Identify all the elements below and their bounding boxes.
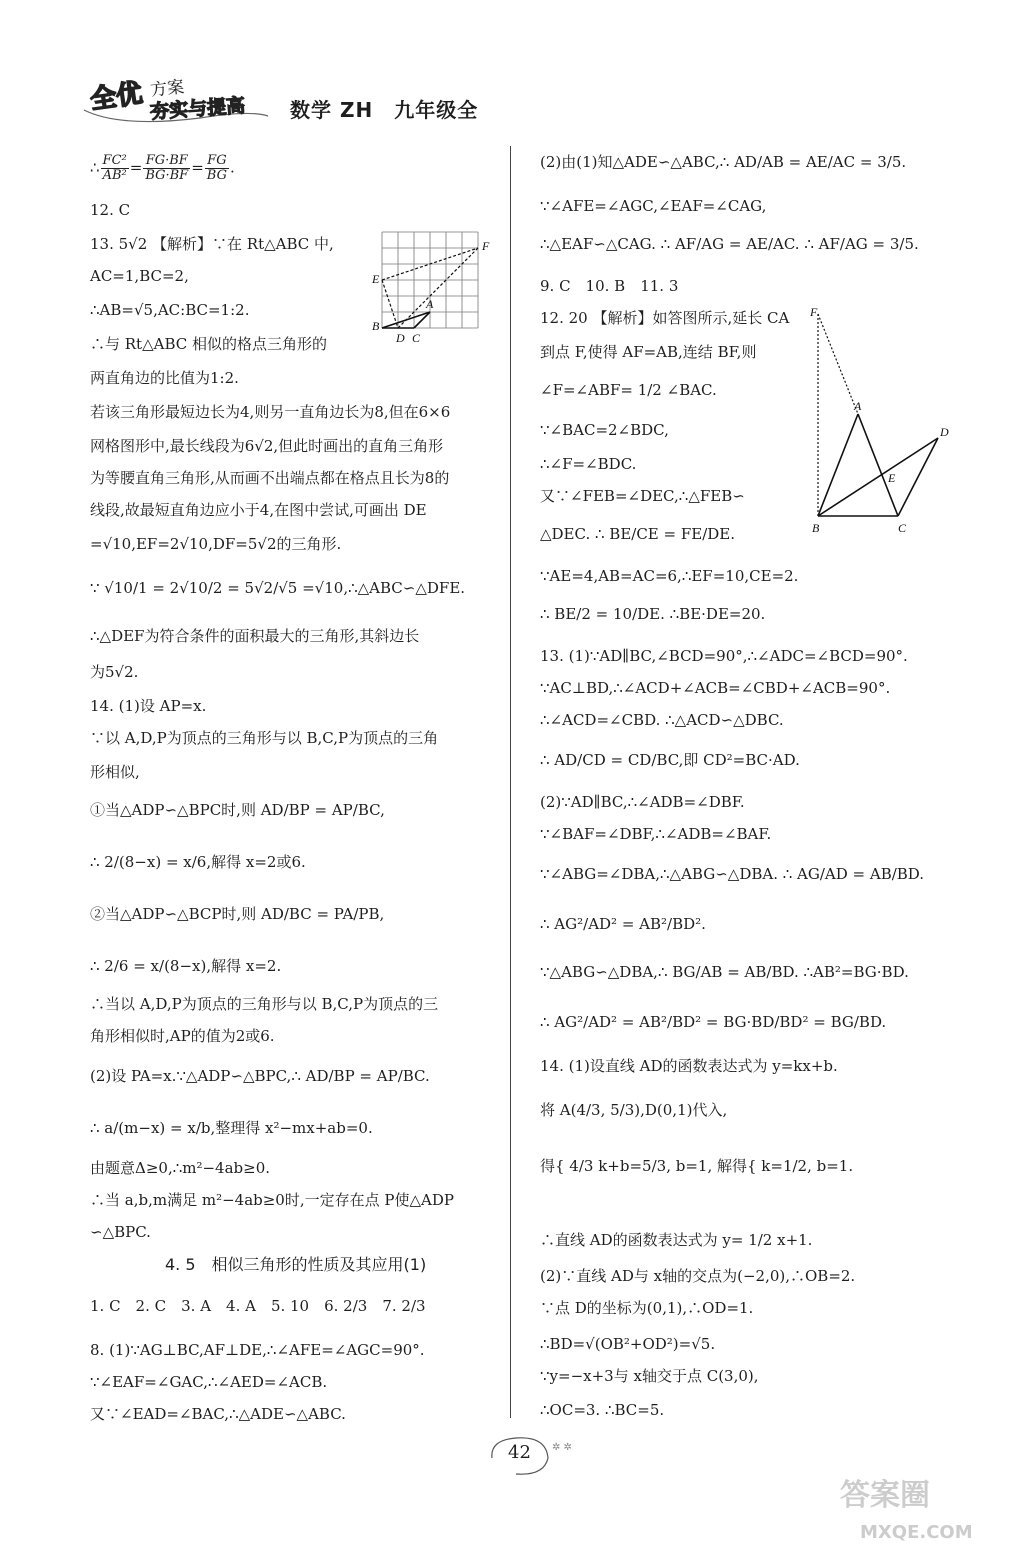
text-line: 又∵∠EAD=∠BAC,∴△ADE∽△ABC.	[90, 1405, 346, 1423]
text-line: ∴∠ACD=∠CBD. ∴△ACD∽△DBC.	[540, 711, 784, 729]
text-line: ∴与 Rt△ABC 相似的格点三角形的	[90, 335, 328, 353]
text-line: AC=1,BC=2,	[90, 267, 189, 285]
text-line: ①当△ADP∽△BPC时,则 AD/BP = AP/BC,	[90, 801, 385, 819]
column-divider	[510, 146, 511, 1418]
text-line: ∴△DEF为符合条件的面积最大的三角形,其斜边长	[90, 627, 420, 645]
triangle-figure	[800, 306, 960, 542]
text-line: 又∵∠FEB=∠DEC,∴△FEB∽	[540, 487, 745, 505]
text-line: ②当△ADP∽△BCP时,则 AD/BC = PA/PB,	[90, 905, 385, 923]
text-line: ∴OC=3. ∴BC=5.	[540, 1401, 665, 1419]
text-line: ∴ AG²/AD² = AB²/BD².	[540, 915, 706, 933]
text-line: ∴ 2/(8−x) = x/6,解得 x=2或6.	[90, 853, 306, 871]
text-line: =√10,EF=2√10,DF=5√2的三角形.	[90, 535, 342, 553]
point-label: D	[396, 331, 405, 344]
text-line: ∵∠AFE=∠AGC,∠EAF=∠CAG,	[540, 197, 767, 215]
text-line: ∵AC⊥BD,∴∠ACD+∠ACB=∠CBD+∠ACB=90°.	[540, 679, 891, 697]
text-line: ∵以 A,D,P为顶点的三角形与以 B,C,P为顶点的三角	[90, 729, 439, 747]
text-line: 将 A(4/3, 5/3),D(0,1)代入,	[540, 1101, 728, 1119]
text-line: (2)由(1)知△ADE∽△ABC,∴ AD/AB = AE/AC = 3/5.	[540, 153, 907, 171]
point-label: A	[854, 399, 862, 413]
answer-line: 1. C 2. C 3. A 4. A 5. 10 6. 2/3 7. 2/3	[90, 1297, 426, 1315]
text-line: 网格图形中,最长线段为6√2,但此时画出的直角三角形	[90, 437, 444, 455]
text-line: △DEC. ∴ BE/CE = FE/DE.	[540, 525, 736, 543]
text-line: ∵△ABG∽△DBA,∴ BG/AB = AB/BD. ∴AB²=BG·BD.	[540, 963, 909, 981]
fraction: $\frac{FG}{BG}$	[206, 153, 227, 183]
subject-title: 数学 ZH 九年级全	[290, 98, 479, 122]
point-label: E	[888, 471, 896, 485]
point-label: C	[412, 331, 421, 344]
text-line: 角形相似时,AP的值为2或6.	[90, 1027, 275, 1045]
point-label: F	[482, 239, 490, 253]
text-line: ∴∠F=∠BDC.	[540, 455, 637, 473]
text-line: ∴△EAF∽△CAG. ∴ AF/AG = AE/AC. ∴ AF/AG = 3/5.	[540, 235, 919, 253]
text-line: ∴当以 A,D,P为顶点的三角形与以 B,C,P为顶点的三	[90, 995, 439, 1013]
logo-bottom-text: 夯实与提高	[149, 94, 246, 124]
text-line: 为5√2.	[90, 663, 139, 681]
point-label: F	[810, 306, 818, 319]
text-line: 14. (1)设 AP=x.	[90, 697, 207, 715]
text-line: ∵点 D的坐标为(0,1),∴OD=1.	[540, 1299, 754, 1317]
text-line: ∴AB=√5,AC:BC=1:2.	[90, 301, 250, 319]
text-line: ∴当 a,b,m满足 m²−4ab≥0时,一定存在点 P使△ADP	[90, 1191, 454, 1209]
text-line: ∴ AD/CD = CD/BC,即 CD²=BC·AD.	[540, 751, 800, 769]
text-line: 线段,故最短直角边应小于4,在图中尝试,可画出 DE	[90, 501, 427, 519]
text-line: ∴ 2/6 = x/(8−x),解得 x=2.	[90, 957, 282, 975]
point-label: B	[812, 521, 820, 535]
page-number: ✲ ✲ 42	[486, 1432, 576, 1482]
logo-main-text: 全优	[88, 78, 145, 116]
text-line: ∵∠BAC=2∠BDC,	[540, 421, 669, 439]
text-line: 12. 20 【解析】如答图所示,延长 CA	[540, 309, 790, 327]
text-line: 为等腰直角三角形,从而画不出端点都在格点且长为8的	[90, 469, 450, 487]
text-line: 两直角边的比值为1:2.	[90, 369, 239, 387]
series-logo	[80, 70, 270, 128]
fraction: $\frac{\text{FC²}}{\text{AB²}}$	[102, 153, 127, 183]
answer-line: 9. C 10. B 11. 3	[540, 277, 679, 295]
text-line: 得{ 4/3 k+b=5/3, b=1, 解得{ k=1/2, b=1.	[540, 1157, 854, 1175]
text-line: (2)∵直线 AD与 x轴的交点为(−2,0),∴OB=2.	[540, 1267, 856, 1285]
text-line: ∴ AG²/AD² = AB²/BD² = BG·BD/BD² = BG/BD.	[540, 1013, 887, 1031]
watermark: 答案圈	[840, 1478, 930, 1513]
text-line: 14. (1)设直线 AD的函数表达式为 y=kx+b.	[540, 1057, 838, 1075]
text-line: ∵ √10/1 = 2√10/2 = 5√2/√5 =√10,∴△ABC∽△DFE.	[90, 579, 466, 597]
text-line: 8. (1)∵AG⊥BC,AF⊥DE,∴∠AFE=∠AGC=90°.	[90, 1341, 425, 1359]
svg-text:✲ ✲: ✲ ✲	[552, 1442, 572, 1453]
text-line: 13. (1)∵AD∥BC,∠BCD=90°,∴∠ADC=∠BCD=90°.	[540, 647, 908, 665]
text-line: ∽△BPC.	[90, 1223, 151, 1241]
text-line: ∠F=∠ABF= 1/2 ∠BAC.	[540, 381, 717, 399]
text-line: ∵∠EAF=∠GAC,∴∠AED=∠ACB.	[90, 1373, 328, 1391]
text-line: 13. 5√2 【解析】∵在 Rt△ABC 中,	[90, 235, 334, 253]
text-line: ∴直线 AD的函数表达式为 y= 1/2 x+1.	[540, 1231, 813, 1249]
text-line: 若该三角形最短边长为4,则另一直角边长为8,但在6×6	[90, 403, 451, 421]
text-line: ∴BD=√(OB²+OD²)=√5.	[540, 1335, 716, 1353]
text-line: ∴ BE/2 = 10/DE. ∴BE·DE=20.	[540, 605, 766, 623]
watermark-url: MXQE.COM	[860, 1522, 973, 1543]
point-label: E	[372, 272, 380, 286]
text-line: ∵∠ABG=∠DBA,∴△ABG∽△DBA. ∴ AG/AD = AB/BD.	[540, 865, 925, 883]
text-line: (2)设 PA=x.∵△ADP∽△BPC,∴ AD/BP = AP/BC.	[90, 1067, 430, 1085]
point-label: A	[426, 297, 434, 311]
grid-figure	[370, 228, 500, 344]
text-line: (2)∵AD∥BC,∴∠ADB=∠DBF.	[540, 793, 745, 811]
answer-line: 12. C	[90, 201, 131, 219]
text-line: 到点 F,使得 AF=AB,连结 BF,则	[540, 343, 757, 361]
fraction: $\frac{FG\cdot BF}{BG\cdot BF}$	[145, 153, 189, 183]
text-line: ∵AE=4,AB=AC=6,∴EF=10,CE=2.	[540, 567, 799, 585]
text-line: ∵y=−x+3与 x轴交于点 C(3,0),	[540, 1367, 759, 1385]
logo-top-text: 方案	[149, 77, 186, 101]
point-label: C	[898, 521, 907, 535]
page-header	[80, 70, 680, 130]
point-label: D	[940, 425, 949, 439]
text-line: 形相似,	[90, 763, 140, 781]
text-line: 由题意Δ≥0,∴m²−4ab≥0.	[90, 1159, 271, 1177]
point-label: B	[372, 319, 380, 333]
text-line: ∵∠BAF=∠DBF,∴∠ADB=∠BAF.	[540, 825, 772, 843]
text-line: ∴ a/(m−x) = x/b,整理得 x²−mx+ab=0.	[90, 1119, 373, 1137]
section-heading: 4. 5 相似三角形的性质及其应用(1)	[165, 1255, 427, 1274]
text-line: ∴ $\frac{\text{FC²}}{\text{AB²}}$ = $\frac{FG\cdot BF}{BG\cdot BF}$ = $\frac{FG}{BG}$ .	[90, 153, 235, 183]
